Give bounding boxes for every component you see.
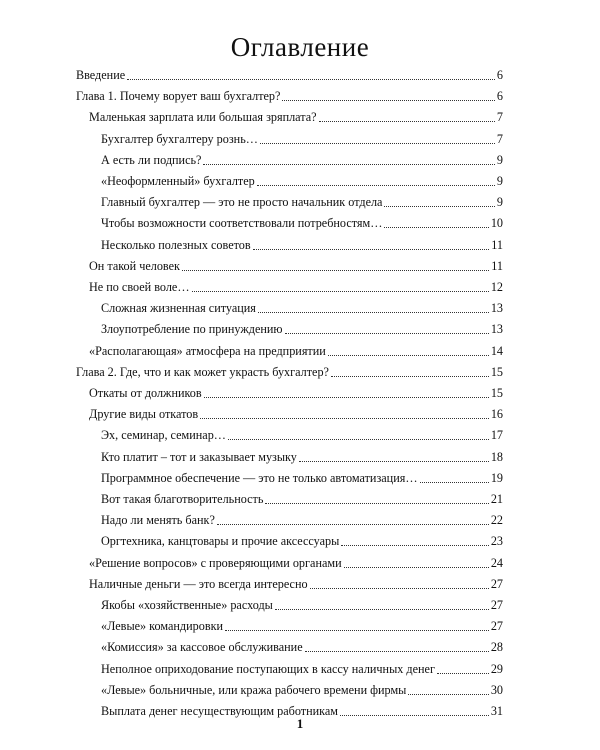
toc-entry[interactable] (101, 450, 503, 465)
toc-entry-page: 30 (490, 682, 503, 697)
toc-entry-page: 28 (490, 640, 503, 655)
toc-entry-page: 9 (496, 174, 503, 188)
toc-leader-dots (384, 226, 488, 228)
toc-leader-dots (408, 693, 488, 695)
toc-entry-page: 15 (490, 364, 503, 379)
toc-entry-title: Программное обеспечение — это не только автоматизация… (101, 470, 418, 485)
toc-entry-page: 27 (490, 598, 503, 612)
toc-entry-page: 19 (490, 470, 503, 485)
toc-entry[interactable] (101, 153, 503, 168)
toc-entry-title: Эх, семинар, семинар… (101, 428, 226, 443)
toc-leader-dots (192, 290, 489, 292)
toc-leader-dots (305, 650, 489, 652)
toc-entry-title: «Левые» командировки (101, 619, 224, 634)
toc-entry[interactable] (101, 534, 503, 549)
toc-entry-title: «Левые» больничные, или кража рабочего времени фирмы (101, 682, 407, 697)
toc-entry[interactable] (101, 301, 503, 316)
toc-entry-page: 17 (490, 428, 503, 443)
page-number: 1 (296, 716, 304, 731)
toc-entry[interactable] (89, 386, 503, 401)
toc-entry-title: Неполное оприходование поступающих в кассу наличных денег (101, 661, 435, 676)
toc-entry-page: 9 (496, 195, 503, 210)
toc-entry-page: 7 (496, 110, 503, 125)
toc-leader-dots (310, 587, 489, 589)
toc-leader-dots (182, 269, 489, 271)
toc-entry[interactable] (89, 280, 503, 295)
toc-entry-title: Сложная жизненная ситуация (101, 301, 256, 316)
toc-entry-page: 6 (496, 68, 503, 82)
toc-entry-title: Глава 1. Почему ворует ваш бухгалтер? (76, 89, 281, 104)
toc-entry-title: «Решение вопросов» с проверяющими органами (89, 555, 342, 570)
toc-entry-page: 7 (496, 131, 503, 146)
toc-entry[interactable] (101, 640, 503, 655)
toc-entry-page: 18 (490, 449, 503, 464)
toc-leader-dots (204, 396, 489, 398)
toc-entry-title: Вот такая благотворительность (101, 492, 264, 506)
toc-leader-dots (331, 375, 489, 377)
toc-entry[interactable] (89, 556, 503, 571)
toc-leader-dots (200, 417, 489, 419)
toc-entry-page: 12 (490, 280, 503, 294)
toc-entry[interactable] (89, 344, 503, 359)
toc-entry-title: Бухгалтер бухгалтеру рознь… (101, 131, 258, 146)
toc-entry[interactable] (101, 513, 503, 528)
toc-entry-title: Якобы «хозяйственные» расходы (101, 598, 273, 612)
toc-entry-title: Не по своей воле… (89, 280, 190, 294)
toc-entry-page: 29 (490, 661, 503, 676)
toc-entry[interactable] (101, 428, 503, 443)
toc-entry[interactable] (89, 407, 503, 422)
toc-entry[interactable] (89, 577, 503, 592)
toc-leader-dots (328, 354, 489, 356)
toc-entry-page: 27 (490, 576, 503, 591)
toc-entry-page: 21 (490, 492, 503, 506)
page-title: Оглавление (230, 32, 370, 62)
toc-entry-page: 22 (490, 513, 503, 528)
toc-entry-page: 9 (496, 152, 503, 167)
toc-leader-dots (225, 629, 489, 631)
toc-leader-dots (420, 481, 489, 483)
toc-leader-dots (257, 184, 495, 186)
toc-entry[interactable] (101, 683, 503, 698)
toc-leader-dots (203, 163, 494, 165)
toc-leader-dots (228, 438, 489, 440)
toc-entry-title: Чтобы возможности соответствовали потребностям… (101, 216, 383, 231)
toc-entry-title: Другие виды откатов (89, 407, 199, 422)
toc-entry-title: Введение (76, 68, 126, 82)
toc-entry-page: 13 (490, 322, 503, 337)
toc-leader-dots (341, 544, 489, 546)
toc-leader-dots (437, 672, 489, 674)
toc-entry-title: Наличные деньги — это всегда интересно (89, 576, 308, 591)
toc-leader-dots (258, 311, 489, 313)
toc-leader-dots (344, 566, 489, 568)
toc-entry[interactable] (101, 216, 503, 231)
toc-entry[interactable] (76, 89, 503, 104)
toc-entry-page: 23 (490, 534, 503, 549)
toc-entry[interactable] (101, 598, 503, 613)
toc-entry[interactable] (101, 132, 503, 147)
toc-entry-page: 13 (490, 301, 503, 316)
toc-entry-title: Маленькая зарплата или большая зряплата? (89, 110, 317, 125)
toc-entry[interactable] (89, 259, 503, 274)
toc-entry[interactable] (101, 195, 503, 210)
toc-leader-dots (285, 332, 489, 334)
toc-entry[interactable] (89, 110, 503, 125)
toc-entry-title: Несколько полезных советов (101, 237, 251, 252)
toc-entry-title: Откаты от должников (89, 386, 202, 400)
toc-entry[interactable] (101, 322, 503, 337)
toc-leader-dots (127, 78, 495, 80)
toc-leader-dots (384, 205, 494, 207)
toc-leader-dots (282, 99, 494, 101)
toc-entry-page: 6 (496, 89, 503, 104)
toc-entry-title: Надо ли менять банк? (101, 513, 215, 528)
toc-leader-dots (253, 248, 490, 250)
toc-entry-title: «Комиссия» за кассовое обслуживание (101, 640, 303, 655)
toc-entry-title: Кто платит – тот и заказывает музыку (101, 449, 297, 464)
toc-entry-title: Злоупотребление по принуждению (101, 322, 283, 337)
toc-entry[interactable] (101, 619, 503, 634)
toc-entry-page: 15 (490, 386, 503, 400)
toc-entry[interactable] (101, 471, 503, 486)
toc-entry[interactable] (101, 492, 503, 507)
toc-leader-dots (260, 142, 495, 144)
toc-leader-dots (275, 608, 489, 610)
toc-leader-dots (319, 120, 495, 122)
toc-entry[interactable] (101, 174, 503, 189)
toc-entry[interactable] (76, 365, 503, 380)
toc-leader-dots (265, 502, 488, 504)
toc-entry-page: 11 (491, 258, 503, 273)
toc-leader-dots (299, 460, 489, 462)
toc-entry-page: 24 (490, 555, 503, 570)
toc-entry-title: Глава 2. Где, что и как может украсть бухгалтер? (76, 364, 329, 379)
toc-entry-title: Он такой человек (89, 258, 180, 273)
toc-entry-page: 31 (490, 704, 503, 718)
toc-leader-dots (217, 523, 489, 525)
toc-entry-title: Главный бухгалтер — это не просто начальник отдела (101, 195, 383, 210)
toc-entry-page: 16 (490, 407, 503, 422)
toc-entry[interactable] (76, 68, 503, 83)
toc-entry[interactable] (101, 662, 503, 677)
toc-entry-title: «Располагающая» атмосфера на предприятии (89, 343, 326, 358)
toc-entry-page: 10 (490, 216, 503, 231)
toc-entry-page: 11 (491, 237, 503, 252)
toc-entry[interactable] (101, 238, 503, 253)
toc-entry-title: Оргтехника, канцтовары и прочие аксессуары (101, 534, 340, 549)
toc-entry-title: Выплата денег несуществующим работникам (101, 704, 339, 718)
toc-entry-page: 14 (490, 343, 503, 358)
toc-entry-page: 27 (490, 619, 503, 634)
toc-entry-title: А есть ли подпись? (101, 152, 202, 167)
toc-entry-title: «Неоформленный» бухгалтер (101, 174, 255, 188)
